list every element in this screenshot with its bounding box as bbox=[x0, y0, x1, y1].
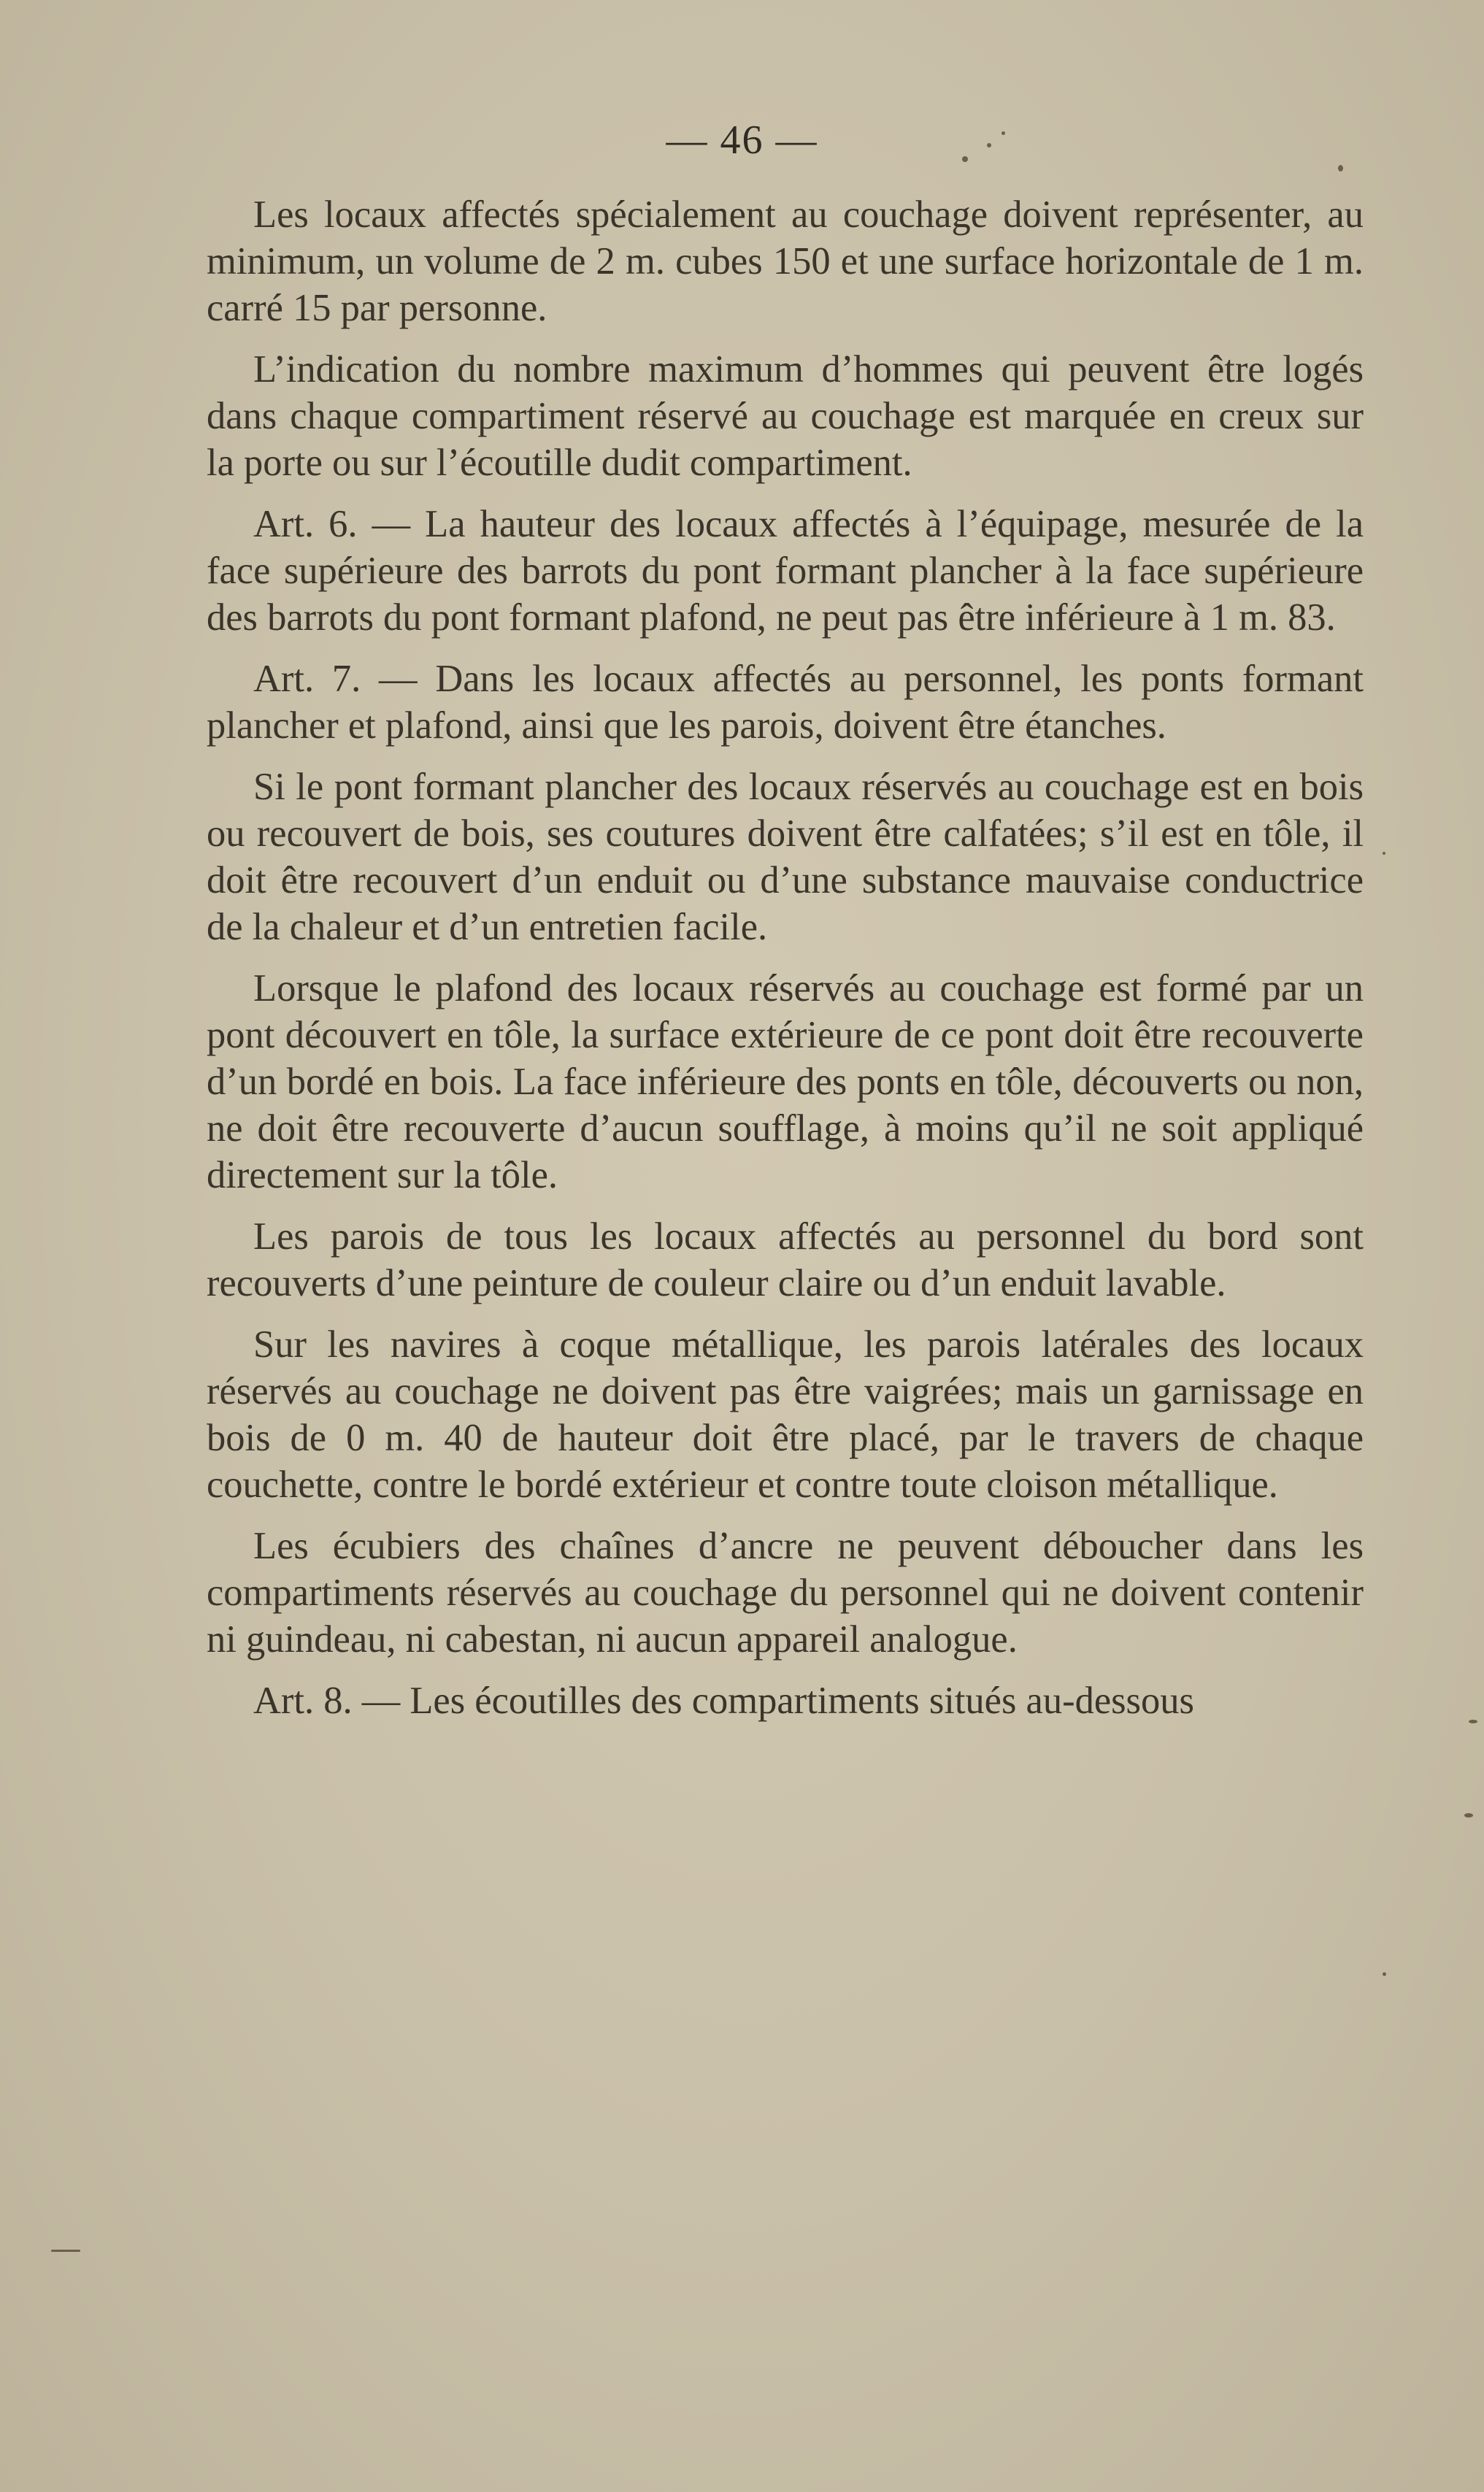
paragraph: Si le pont formant plancher des locaux réservés au couchage est en bois ou recouvert de bois, ses coutures doivent être calfatées; s’il est en tôle, il doit être recouvert d’un enduit ou d’une substance mauvaise conductrice de la chaleur et d’un entretien facile. bbox=[207, 766, 1364, 948]
scan-speck bbox=[1338, 165, 1343, 172]
paragraph: Les parois de tous les locaux affectés au personnel du bord sont recouverts d’une peinture de couleur claire ou d’un enduit lavable. bbox=[207, 1215, 1364, 1304]
page-number: — 46 — bbox=[666, 118, 818, 163]
paragraph: Lorsque le plafond des locaux réservés au couchage est formé par un pont découvert en tôle, la surface extérieure de ce pont doit être recouverte d’un bordé en bois. La face inférieure des ponts en tôle, découverts ou non, ne doit être recouverte d’aucun soufflage, à moins qu’il ne soit appliqué directement sur la tôle. bbox=[207, 967, 1364, 1196]
scan-speck bbox=[1464, 1813, 1473, 1818]
paragraph: Les locaux affectés spécialement au couchage doivent représenter, au minimum, un volume de 2 m. cubes 150 et une surface horizontale de 1 m. carré 15 par personne. bbox=[207, 193, 1364, 329]
paragraph: Sur les navires à coque métallique, les parois latérales des locaux réservés au couchage ne doivent pas être vaigrées; mais un garnissage en bois de 0 m. 40 de hauteur doit être placé, par le travers de chaque couchette, contre le bordé extérieur et contre toute cloison métallique. bbox=[207, 1323, 1364, 1506]
paragraph-article-8: Art. 8. — Les écoutilles des compartiments situés au-dessous bbox=[253, 1680, 1194, 1722]
scan-speck bbox=[962, 156, 968, 162]
scan-speck bbox=[1383, 1972, 1386, 1976]
paragraph: Les écubiers des chaînes d’ancre ne peuvent déboucher dans les compartiments réservés au couchage du personnel qui ne doivent contenir ni guindeau, ni cabestan, ni aucun appareil analogue. bbox=[207, 1525, 1364, 1661]
paragraph-article-7: Art. 7. — Dans les locaux affectés au personnel, les ponts formant plancher et plafond, ainsi que les parois, doivent être étanches. bbox=[207, 658, 1364, 747]
body-text bbox=[207, 191, 1364, 1724]
scan-speck bbox=[1383, 852, 1385, 855]
paragraph: L’indication du nombre maximum d’hommes qui peuvent être logés dans chaque compartiment réservé au couchage est marquée en creux sur la porte ou sur l’écoutille dudit compartiment. bbox=[207, 348, 1364, 484]
scan-speck bbox=[1469, 1720, 1477, 1723]
scan-speck bbox=[1001, 131, 1005, 135]
scan-speck bbox=[51, 2250, 80, 2252]
paragraph-article-6: Art. 6. — La hauteur des locaux affectés à l’équipage, mesurée de la face supérieure des barrots du pont formant plancher à la face supérieure des barrots du pont formant plafond, ne peut pas être inférieure à 1 m. 83. bbox=[207, 503, 1364, 639]
scan-speck bbox=[987, 143, 991, 147]
